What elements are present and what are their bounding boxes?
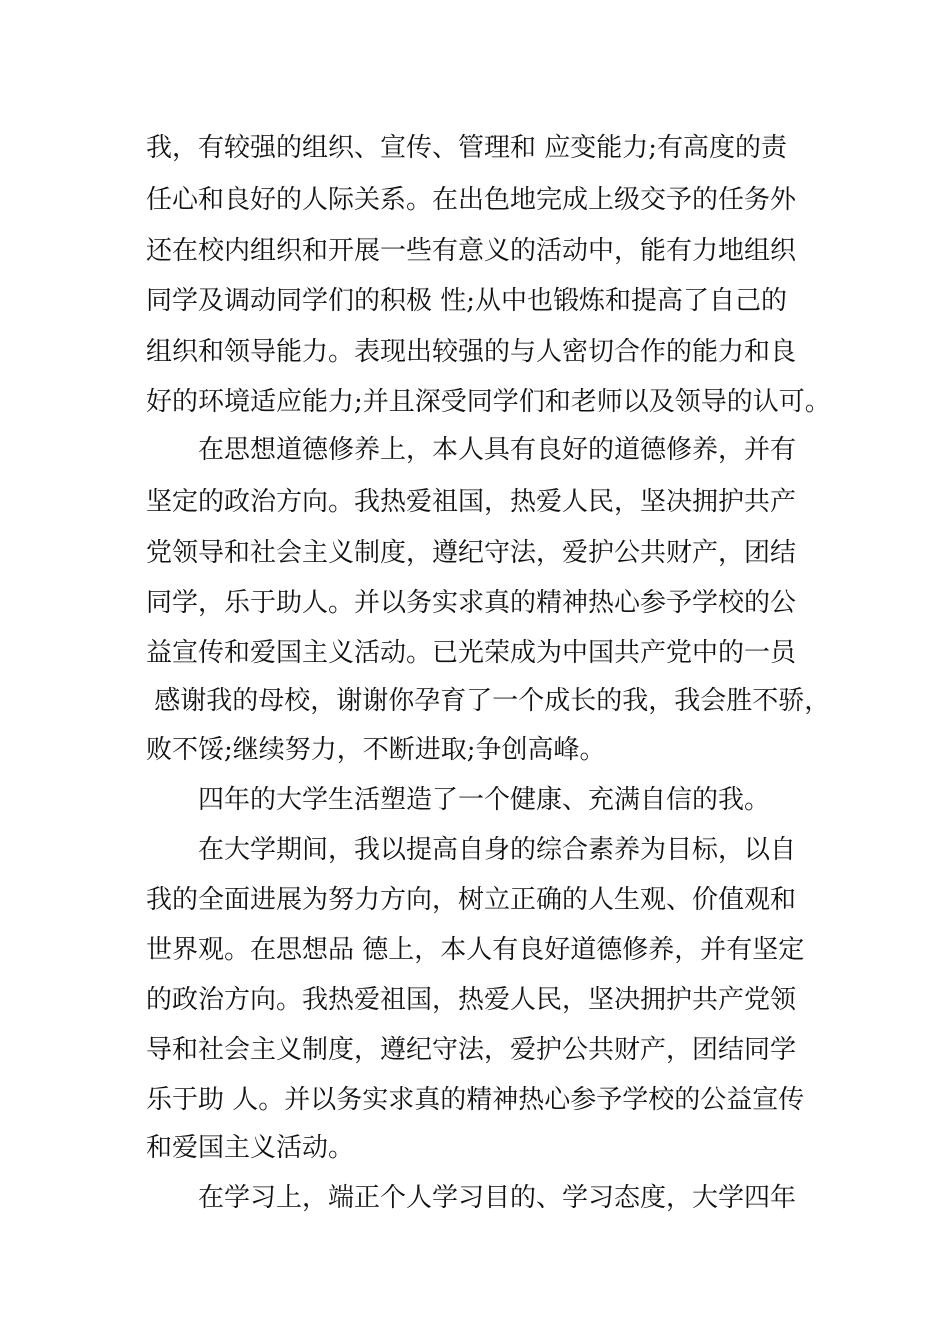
text-line: 的政治方向。我热爱祖国，热爱人民，坚决拥护共产党领	[146, 985, 797, 1015]
text-line: 败不馁;继续努力，不断进取;争创高峰。	[146, 735, 606, 765]
paragraph-start: 在大学期间，我以提高自身的综合素养为目标，以自	[146, 835, 797, 865]
text-line: 组织和领导能力。表现出较强的与人密切合作的能力和良	[146, 337, 797, 367]
text-line: 我的全面进展为努力方向，树立正确的人生观、价值观和	[146, 885, 797, 915]
text-line: 还在校内组织和开展一些有意义的活动中，能有力地组织	[146, 236, 797, 266]
text-line: 任心和良好的人际关系。在出色地完成上级交予的任务外	[146, 185, 797, 215]
text-line: 和爱国主义活动。	[146, 1133, 355, 1163]
text-line: 好的环境适应能力;并且深受同学们和老师以及领导的认可。	[146, 387, 831, 417]
text-line: 同学及调动同学们的积极 性;从中也锻炼和提高了自己的	[146, 286, 788, 316]
text-line: 坚定的政治方向。我热爱祖国，热爱人民，坚决拥护共产	[146, 487, 797, 517]
text-line: 同学，乐于助人。并以务实求真的精神热心参予学校的公	[146, 588, 797, 618]
paragraph-start: 在思想道德修养上，本人具有良好的道德修养，并有	[146, 435, 797, 465]
text-line: 党领导和社会主义制度，遵纪守法，爱护公共财产，团结	[146, 538, 797, 568]
text-line: 乐于助 人。并以务实求真的精神热心参予学校的公益宣传	[146, 1085, 805, 1115]
text-line: 我，有较强的组织、宣传、管理和 应变能力;有高度的责	[146, 133, 788, 163]
paragraph-start: 四年的大学生活塑造了一个健康、充满自信的我。	[146, 785, 771, 815]
text-line: 感谢我的母校，谢谢你孕育了一个成长的我，我会胜不骄，	[146, 686, 831, 716]
text-line: 世界观。在思想品 德上，本人有良好道德修养，并有坚定	[146, 935, 805, 965]
paragraph-start: 在学习上，端正个人学习目的、学习态度，大学四年	[146, 1183, 797, 1213]
text-line: 益宣传和爱国主义活动。已光荣成为中国共产党中的一员	[146, 638, 797, 668]
text-line: 导和社会主义制度，遵纪守法，爱护公共财产，团结同学	[146, 1035, 797, 1065]
